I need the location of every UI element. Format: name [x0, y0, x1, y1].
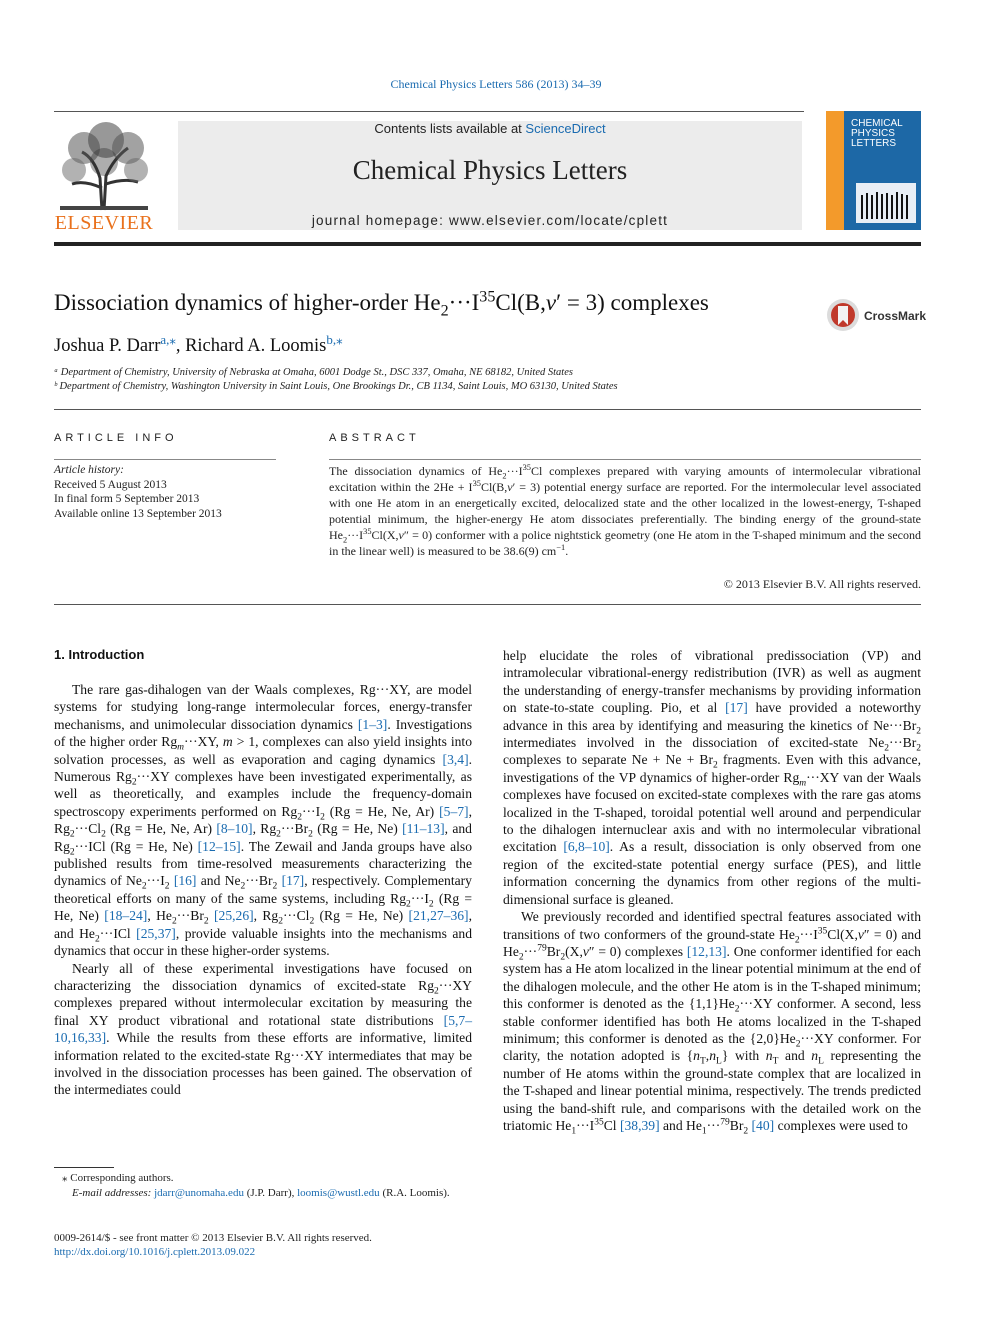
journal-homepage[interactable]: journal homepage: www.elsevier.com/locate/cplett: [311, 213, 669, 228]
history-received: Received 5 August 2013: [54, 478, 167, 491]
history-online: Available online 13 September 2013: [54, 507, 222, 520]
intro-paragraph-1: The rare gas-dihalogen van der Waals complexes, Rg···XY, are model systems for studying long-range intermolecular forces, energy-transfer mechanisms, and unimolecular dissociation dynamics [1–3]. Investigations of the higher order $Rg_m\cdot\cdot\cdot XY$, m > 1, complexes can also yield insights into solvation processes, as well as evaporation and caging dynamics [3,4]. Numerous $Rg_2\cdot\cdot\cdot XY$ complexes have been investigated experimentally, as well as theoretically, and examples include the frequency-domain spectroscopy experiments performed on $Rg_2\cdot\cdot\cdot I_2$ (Rg = He, Ne, Ar) [5–7], $Rg_2\cdot\cdot\cdot Cl_2$ (Rg = He, Ne, Ar) [8–10], $Rg_2\cdot\cdot\cdot Br_2$ (Rg = He, Ne) [11–13], and $Rg_2\cdot\cdot\cdot ICl$ (Rg = He, Ne) [12–15]. The Zewail and Janda groups have also published results from time-resolved measurements characterizing the dynamics of $Ne_2\cdot\cdot\cdot I_2$ [16] and $Ne_2\cdot\cdot\cdot Br_2$ [17], respectively. Complementary theoretical efforts on many of the same systems, including $Rg_2\cdot\cdot\cdot I_2$ (Rg = He, Ne) [18–24], $He_2\cdot\cdot\cdot Br_2$ [25,26], $Rg_2\cdot\cdot\cdot Cl_2$ (Rg = He, Ne) [21,27–36], and $He_2\cdot\cdot\cdot ICl$ [25,37], provide valuable insights into the mechanisms and dynamics that occur in these higher-order systems.: [54, 682, 472, 959]
contents-line: [178, 121, 802, 136]
doi-link[interactable]: http://dx.doi.org/10.1016/j.cplett.2013.09.022: [54, 1246, 256, 1258]
email-label: E-mail addresses:: [72, 1187, 152, 1199]
intro-paragraph-2-cont: help elucidate the roles of vibrational predissociation (VP) and intramolecular vibrational-energy redistribution (IVR) as well as augment the understanding of energy-transfer mechanisms by providing information on state-to-state coupling. Pio, et al [17] have provided a noteworthy advance in this area by identifying and measuring the kinetics of $Ne\cdot\cdot\cdot Br_2$ intermediates involved in the dissociation of excited-state $Ne_2\cdot\cdot\cdot Br_2$ complexes to separate $Ne + Ne + Br_2$ fragments. Even with this advance, investigations of the VP dynamics of higher-order $Rg_m\cdot\cdot\cdot XY$ van der Waals complexes have focused on excited-state complexes with the rare gas atoms localized in the T-shaped, toroidal potential well around and perpendicular to the dihalogen internuclear axis and with no intermolecular vibrational excitation [6,8–10]. As a result, dissociation is only observed from one region of the excited-state potential energy surface (PES), and little information concerning the dynamics from other regions of the multi-dimensional surface is gleaned.: [503, 648, 921, 907]
contents-prefix: Contents lists available at: [374, 121, 526, 136]
footnote: [54, 1171, 472, 1201]
bottom-info: [54, 1231, 372, 1259]
cover-strip: [826, 111, 844, 230]
cover-figure: [856, 183, 916, 223]
header-rule: [54, 242, 921, 246]
abstract-heading: ABSTRACT: [329, 432, 420, 444]
article-history: [54, 463, 284, 521]
body-rule: [54, 604, 921, 605]
journal-cover-thumbnail[interactable]: [826, 111, 921, 230]
author-list: Joshua P. Darr$^{a,⁎}$, Richard A. Loomis$^{b,⁎}$: [54, 331, 343, 356]
footnote-emails: [54, 1186, 472, 1201]
left-column: [54, 681, 472, 1099]
article-info-rule: [54, 459, 276, 460]
affiliation-rule: [54, 409, 921, 410]
email-loomis-link[interactable]: loomis@wustl.edu: [297, 1187, 380, 1199]
issn-line: 0009-2614/$ - see front matter © 2013 Elsevier B.V. All rights reserved.: [54, 1232, 372, 1244]
top-rule: [54, 111, 804, 112]
author-loomis: Richard A. Loomis: [185, 336, 327, 356]
author-darr-mark[interactable]: a,⁎: [160, 331, 176, 347]
journal-name: Chemical Physics Letters: [352, 155, 628, 185]
history-final: In final form 5 September 2013: [54, 493, 200, 505]
section-heading-introduction: 1. Introduction: [54, 647, 145, 662]
right-column: [503, 647, 922, 1137]
affiliation-a: ᵃ Department of Chemistry, University of Nebraska at Omaha, 6001 Dodge St., DSC 337, Omaha, NE 68182, United States: [54, 367, 573, 378]
abstract-text: The dissociation dynamics of $He_2\cdot\cdot\cdot I^{35}Cl$ complexes prepared with varying amounts of intermolecular vibrational excitation within the $2He + I^{35}Cl(B,v' = 3)$ potential energy surface are reported. For the intermolecular level associated with one He atom in an energetically excited, delocalized state and the other localized in the lowest-energy, T-shaped potential minimum, the higher-energy He atom dissociates preferentially. The binding energy of the ground-state $He_2\cdot\cdot\cdot I^{35}Cl(X,v'' = 0)$ conformer with a police nightstick geometry (one He atom in the T-shaped minimum and the second in the linear well) is measured to be 38.6(9) $cm^{-1}$.: [329, 463, 921, 558]
intro-paragraph-2: Nearly all of these experimental investigations have focused on characterizing the dissociation dynamics of excited-state $Rg_2\cdot\cdot\cdot XY$ complexes prepared without intermolecular excitation by measuring the final XY product vibrational and rotational state distributions [5,7–10,16,33]. While the results from these efforts are informative, limited information related to the excited-state Rg···XY intermediates that may be involved in the dissociation processes has been gained. The observation of the intermediates could: [54, 960, 472, 1098]
email-darr-who: (J.P. Darr),: [246, 1187, 295, 1199]
cover-title: CHEMICAL PHYSICS LETTERS: [851, 118, 903, 149]
publisher-logo-text: ELSEVIER: [54, 212, 154, 234]
affiliation-b: ᵇ Department of Chemistry, Washington University in Saint Louis, One Brookings Dr., CB 1134, Saint Louis, MO 63130, United States: [54, 381, 618, 392]
abstract-rule: [329, 459, 921, 460]
email-darr-link[interactable]: jdarr@unomaha.edu: [154, 1187, 244, 1199]
journal-reference[interactable]: Chemical Physics Letters 586 (2013) 34–39: [390, 77, 602, 91]
sciencedirect-link[interactable]: ScienceDirect: [525, 121, 606, 136]
abstract-copyright: © 2013 Elsevier B.V. All rights reserved.: [723, 577, 921, 591]
footnote-rule: [54, 1167, 114, 1168]
email-loomis-who: (R.A. Loomis).: [382, 1187, 450, 1199]
crossmark-label[interactable]: CrossMark: [864, 309, 927, 323]
author-loomis-mark[interactable]: b,⁎: [326, 331, 343, 347]
footnote-corresponding: ⁎ Corresponding authors.: [62, 1172, 174, 1184]
article-info-heading: ARTICLE INFO: [54, 432, 178, 444]
intro-paragraph-3: We previously recorded and identified spectral features associated with transitions of two conformers of the ground-state $He_2\cdot\cdot\cdot I^{35}Cl(X,v'' = 0)$ and $He_2\cdot\cdot\cdot^{79}Br_2(X,v'' = 0)$ complexes [12,13]. One conformer identified for each system has a He atom localized in the linear potential minimum at the end of the dihalogen molecule, and the other He atom is in the T-shaped minimum; this conformer is denoted as the $\{1,1\}He_2\cdot\cdot\cdot XY$ conformer. A second, less stable conformer identified has both He atoms localized in the T-shaped minimum; this conformer is denoted as the $\{2,0\}He_2\cdot\cdot\cdot XY$ conformer. For clarity, the notation adopted is $\{n_T,n_L\}$ with $n_T$ and $n_L$ representing the number of He atoms within the ground-state complex that are localized in the T-shaped and linear potential minima, respectively. The trends predicted using the band-shift rule, and comparisons with the detailed work on the triatomic $He_1\cdot\cdot\cdot I^{35}Cl$ [38,39] and $He_1\cdot\cdot\cdot^{79}Br_2$ [40] complexes were used to: [503, 909, 922, 1137]
author-darr: Joshua P. Darr: [54, 336, 161, 356]
history-label: Article history:: [54, 464, 124, 476]
crossmark-icon[interactable]: [826, 298, 860, 332]
article-title: Dissociation dynamics of higher-order $He_2\cdot\cdot\cdot I^{35}Cl(B,v' = 3)$ complexes: [54, 288, 709, 320]
